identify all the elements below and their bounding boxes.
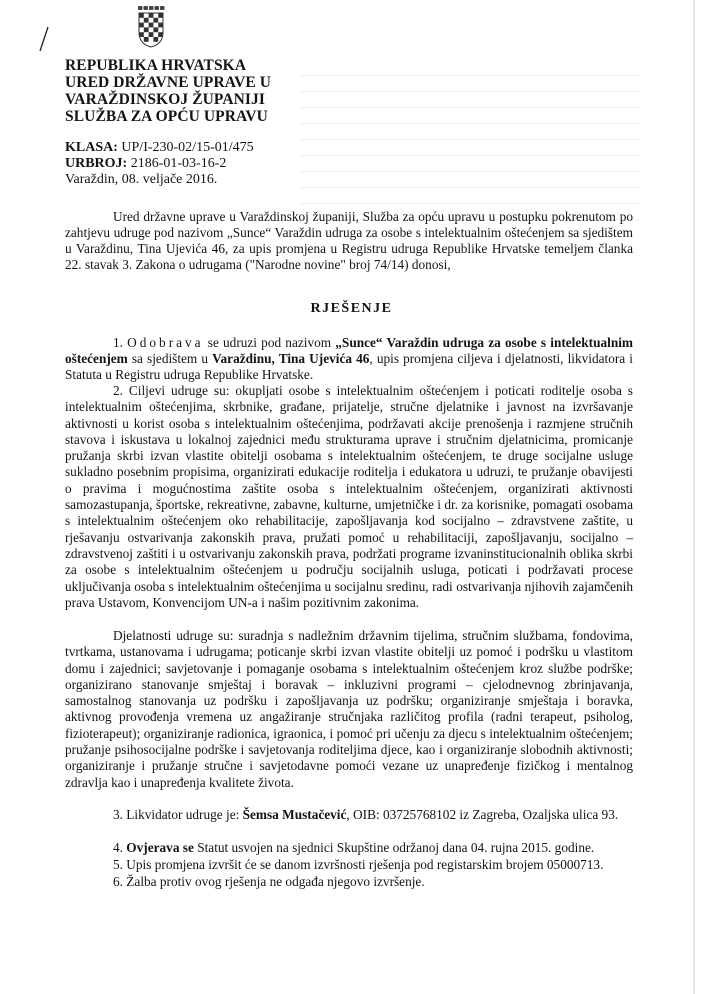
item-1-text-1: se udruzi pod nazivom [203,335,336,350]
item-2-goals: 2. Ciljevi udruge su: okupljati osobe s intelektualnim oštećenjem i poticati roditelje osoba s intelektualnim oštećenjima, skrbnike, građane, prijatelje, stručne djelatnike i javnost na izvršavanje aktivnosti u korist osoba s intelektualnim oštećenjima, podržavati akcije prenošenja i razmjene stručnih stavova i iskustava u lokalnoj zajednici među strukturama uprave i stručnim djelatnicima, promicanje pružanja skrbi izvan vlastite obitelji osobama s intelektualnim oštećenjem, te druge socijalne usluge sukladno posebnim propisima, organizirati edukacije roditelja i edukatora u udruzi, te pružanje obavijesti o pravima i mogućnostima zaštite osoba s intelektualnim oštećenjem, organizirati aktivnosti samozastupanja, športske, rekreativne, zabavne, kulturne, umjetničke i dr. za korisnike, pomagati osobama s intelektualnim oštećenjem oko rehabilitacije, zapošljavanja kod socijalno – zdravstvene zaštite, u rješavanju ostvarivanja zakonskih prava, pružati pomoć u rehabilitaciji, zapošljavanju, socijalno – zdravstvenoj zaštiti i u ostvarivanju zakonskih prava, podržati programe izvaninstitucionalnih oblika skrbi za osobe s intelektualnim oštećenjem u području socijalnih usluga, poticati i podržavati procese uključivanja osoba s intelektualnim oštećenjima u socijalnu sredinu, radi ostvarivanja njihovih zajamčenih prava Ustavom, Konvencijom UN-a i našim pozitivnim zakonima. [65,383,633,610]
item-3-liquidator-name: Šemsa Mustačević [242,807,347,822]
urbroj-value: 2186-01-03-16-2 [127,156,227,171]
handwritten-mark [34,24,64,54]
item-4-statute [113,840,594,856]
urbroj-line [65,156,226,173]
item-1-number: 1. [113,335,128,350]
urbroj-label: URBROJ: [65,156,128,171]
header-line-1: REPUBLIKA HRVATSKA [65,57,247,74]
klasa-value: UP/I-230-02/15-01/475 [117,140,254,155]
item-1-association-name: „Sunce“ Varaždin udruga za osobe s intelektualnim oštećenjem [65,335,633,367]
item-3-text-2: , OIB: 03725768102 iz Zagreba, Ozaljska ulica 93. [346,807,619,822]
item-1-odobrava: Odobrava [127,335,204,350]
item-5-registration: 5. Upis promjena izvršit će se danom izvršnosti rješenja pod registarskim brojem 05000713. [113,857,604,872]
item-1-text-2: sa sjedištem u [127,351,213,367]
klasa-line [65,140,254,157]
header-line-3: VARAŽDINSKOJ ŽUPANIJI [65,91,266,108]
item-1 [65,335,633,383]
item-3-liquidator [65,807,633,823]
item-4-number: 4. [113,840,127,855]
item-6-appeal: 6. Žalba protiv ovog rješenja ne odgađa njegovo izvršenje. [113,874,425,889]
item-4-ovjerava: Ovjerava se [126,840,194,855]
scan-edge [693,0,695,994]
bleed-through-text [300,60,640,220]
place-date: Varaždin, 08. veljače 2016. [65,172,218,187]
item-3-text-1: 3. Likvidator udruge je: [113,807,243,822]
activities-paragraph: Djelatnosti udruge su: suradnja s nadležnim državnim tijelima, stručnim službama, fondovima, tvrtkama, ustanovama i udrugama; poticanje skrbi izvan vlastite obitelji uz pomoć i podršku u vlastitom domu i zajednici; savjetovanje i pomaganje osobama s intelektualnim oštećenjem kroz službe podrške; organizirano stanovanje smještaj i boravak – inkluzivni programi – cjelodnevnog zbrinjavanja, samostalnog stanovanja uz podršku i zapošljavanja uz podršku; organiziranje smještaja i boravka, aktivnog provođenja vremena uz angažiranje stručnjaka različitog profila (radni terapeut, psiholog, fizioterapeut); organiziranje radionica, igraonica, i pomoć pri učenju za djecu s intelektualnim oštećenjem; pružanje psihosocijalne podrške i savjetovanja roditeljima djece, kao i organiziranje slobodnih aktivnosti; organiziranje i pružanje stručne i savjetodavne pomoći vezane uz unapređenje fizičkog i mentalnog zdravlja kao i unapređenja kvalitete života. [65,628,633,790]
item-4-text: Statut usvojen na sjednici Skupštine održanoj dana 04. rujna 2015. godine. [193,840,595,855]
decision-title: RJEŠENJE [310,301,393,316]
item-1-text-3: , upis promjena ciljeva i djelatnosti, likvidatora i Statuta u Registru udruga Republike Hrvatske. [65,351,633,383]
header-line-2: URED DRŽAVNE UPRAVE U [65,74,272,91]
klasa-label: KLASA: [65,140,118,155]
coat-of-arms-icon [136,6,166,48]
header-line-4: SLUŽBA ZA OPĆU UPRAVU [65,108,268,125]
intro-paragraph: Ured državne uprave u Varaždinskoj županiji, Služba za opću upravu u postupku pokrenutom po zahtjevu udruge pod nazivom „Sunce“ Varaždin udruga za osobe s intelektualnim oštećenjem sa sjedištem u Varaždinu, Tina Ujevića 46, za upis promjena u Registru udruga Republike Hrvatske temeljem članka 22. stavak 3. Zakona o udrugama ("Narodne novine" broj 74/14) donosi, [65,209,633,273]
item-1-address: Varaždinu, Tina Ujevića 46 [212,351,370,367]
